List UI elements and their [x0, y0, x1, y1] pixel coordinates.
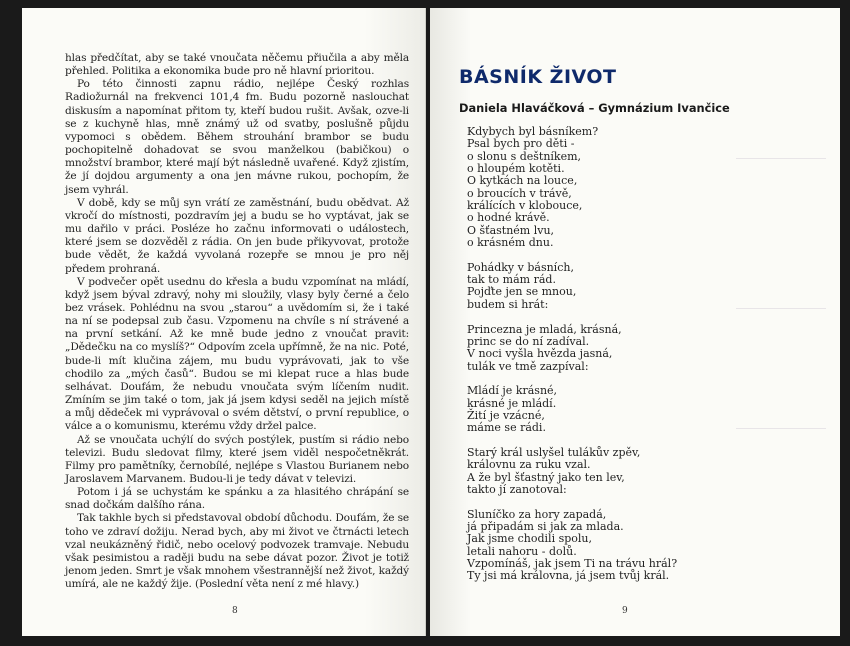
bleed-through-decoration — [736, 308, 826, 349]
poem-line: já připadám si jak za mlada. — [467, 520, 624, 533]
left-page — [22, 8, 426, 636]
poem-line: Jak jsme chodili spolu, — [467, 532, 592, 546]
poem-line: Starý král uslyšel tulákův zpěv, — [467, 445, 641, 459]
poem-line: o broucích v trávě, — [467, 186, 572, 200]
poem-line: Pojďte jen se mnou, — [467, 285, 577, 299]
poem-line: královnu za ruku vzal. — [467, 458, 591, 472]
stanza — [467, 385, 677, 434]
poem-body — [467, 126, 677, 595]
poem-line: králících v klobouce, — [467, 199, 583, 213]
paragraph: V době, kdy se můj syn vrátí ze zaměstnání, budu obědvat. Až vkročí do místnosti, pozdravím jej a budu se ho vyptávat, jak se mu dařilo v práci. Posléze ho začnu informovati o událostech, které jsem se dozvěděl z rádia. On jen bude přikyvovat, protože bude vědět, že každá vyvolaná rozepře se mnou je pro něj předem prohraná. — [65, 196, 409, 275]
paragraph: V podvečer opět usednu do křesla a budu vzpomínat na mládí, když jsem býval zdravý, nohy mi sloužily, vlasy byly černé a čelo bez vrásek. Pohlédnu na svou „starou“ a uvědomím si, že i také na ní se podepsal zub času. Vzpomenu na chvíle s ní strávené a na první setkání. Až ke mně bude jedno z vnoučat pravit: „Dědečku na co myslíš?“ Odpovím zcela upřímně, že na nic. Poté, bude-li mít klučina zájem, mu budu vyprávovati, jak to vše chodilo za „mých časů“. Budou se mi klepat ruce a hlas bude selhávat. Doufám, že nebudu vnoučata svým líčením nudit. Zmíním se jim také o tom, jak já jsem kdysi seděl na jejich místě a můj dědeček mi vyprávoval o svém dětství, o první republice, o válce a o komunismu, kterému vždy držel palce. — [65, 275, 409, 433]
poem-line: Mládí je krásné, — [467, 384, 558, 398]
poem-line: o hodné krávě. — [467, 211, 550, 225]
right-page — [430, 8, 840, 636]
paragraph: Až se vnoučata uchýlí do svých postýlek, pustím si rádio nebo televizi. Budu sledovat filmy, které jsem viděl nespočetněkrát. Filmy pro pamětníky, černobílé, nejlépe s Vlastou Burianem nebo Jaroslavem Marvanem. Budou-li je tedy dávat v televizi. — [65, 433, 409, 485]
poem-line: o krásném dnu. — [467, 236, 554, 250]
poem-line: Psal bych pro děti - — [467, 137, 575, 151]
poem-line: O šťastném lvu, — [467, 223, 555, 237]
poem-line: A že byl šťastný jako ten lev, — [467, 470, 625, 484]
poem-line: budem si hrát: — [467, 297, 549, 311]
paragraph: Tak takhle bych si představoval období důchodu. Doufám, že se toho ve zdraví dožiju. Nerad bych, aby mi život ve čtrnácti letech vzal neukázněný řidič, nebo ocelový podvozek tramvaje. Nebudu však pesimistou a raději budu na sebe dávat pozor. Život je totiž jenom jeden. Smrt je však mnohem všestrannější než život, každý umírá, ale ne každý žije. (Poslední věta není z mé hlavy.) — [65, 512, 410, 591]
poem-line: Vzpomínáš, jak jsem Ti na trávu hrál? — [467, 557, 678, 571]
poem-line: Sluníčko za hory zapadá, — [467, 507, 607, 521]
stanza — [467, 324, 677, 373]
stanza — [467, 262, 677, 311]
poem-line: Pohádky v básních, — [467, 260, 574, 274]
paragraph: Po této činnosti zapnu rádio, nejlépe Český rozhlas Radiožurnál na frekvenci 101,4 fm. Budu pozorně naslouchat diskusím a napomínat přitom ty, kteří budou rušit. Avšak, ozve-li se z kuchyně hlas, mně známý už od svatby, poslušně půjdu vypomoci s obědem. Během strouhání brambor se budu pochopitelně dohadovat se svou manželkou (babičkou) o množství brambor, které mají být následně uvařené. Když zjistím, že jí dojdou argumenty a ona jen mávne rukou, pochopím, že jsem vyhrál. — [65, 78, 409, 196]
poem-line: tak to mám rád. — [467, 273, 556, 287]
poem-line: krásné je mládí. — [467, 396, 557, 410]
paragraph: hlas předčítat, aby se také vnoučata něčemu přiučila a aby měla přehled. Politika a ekonomika bude pro ně hlavní prioritou. — [65, 52, 409, 78]
poem-title: BÁSNÍK ŽIVOT — [459, 66, 617, 88]
poem-line: máme se rádi. — [467, 421, 546, 435]
page-number: 9 — [622, 606, 628, 616]
poem-author: Daniela Hlaváčková – Gymnázium Ivančice — [459, 101, 730, 115]
poem-line: o hloupém kotěti. — [467, 162, 565, 176]
bleed-through-decoration — [736, 158, 826, 199]
poem-line: princ se do ní zadíval. — [467, 334, 590, 348]
poem-line: Princezna je mladá, krásná, — [467, 322, 622, 336]
poem-line: tulák ve tmě zazpíval: — [467, 359, 589, 373]
poem-line: O kytkách na louce, — [467, 174, 578, 188]
bleed-through-decoration — [736, 428, 826, 489]
poem-line: Ty jsi má královna, já jsem tvůj král. — [467, 569, 670, 583]
poem-line: o slonu s deštníkem, — [467, 149, 582, 163]
stanza — [467, 447, 677, 496]
poem-line: letali nahoru - dolů. — [467, 544, 577, 558]
stanza — [467, 509, 677, 583]
essay-text — [65, 52, 409, 591]
paragraph: Potom i já se uchystám ke spánku a za hlasitého chrápání se snad dočkám dalšího rána. — [65, 486, 409, 512]
poem-line: takto jí zanotoval: — [467, 482, 567, 496]
page-number: 8 — [232, 606, 238, 616]
poem-line: Kdybych byl básníkem? — [467, 125, 599, 138]
poem-line: Žití je vzácné, — [467, 408, 545, 422]
stanza — [467, 126, 677, 249]
poem-line: V noci vyšla hvězda jasná, — [467, 347, 613, 361]
